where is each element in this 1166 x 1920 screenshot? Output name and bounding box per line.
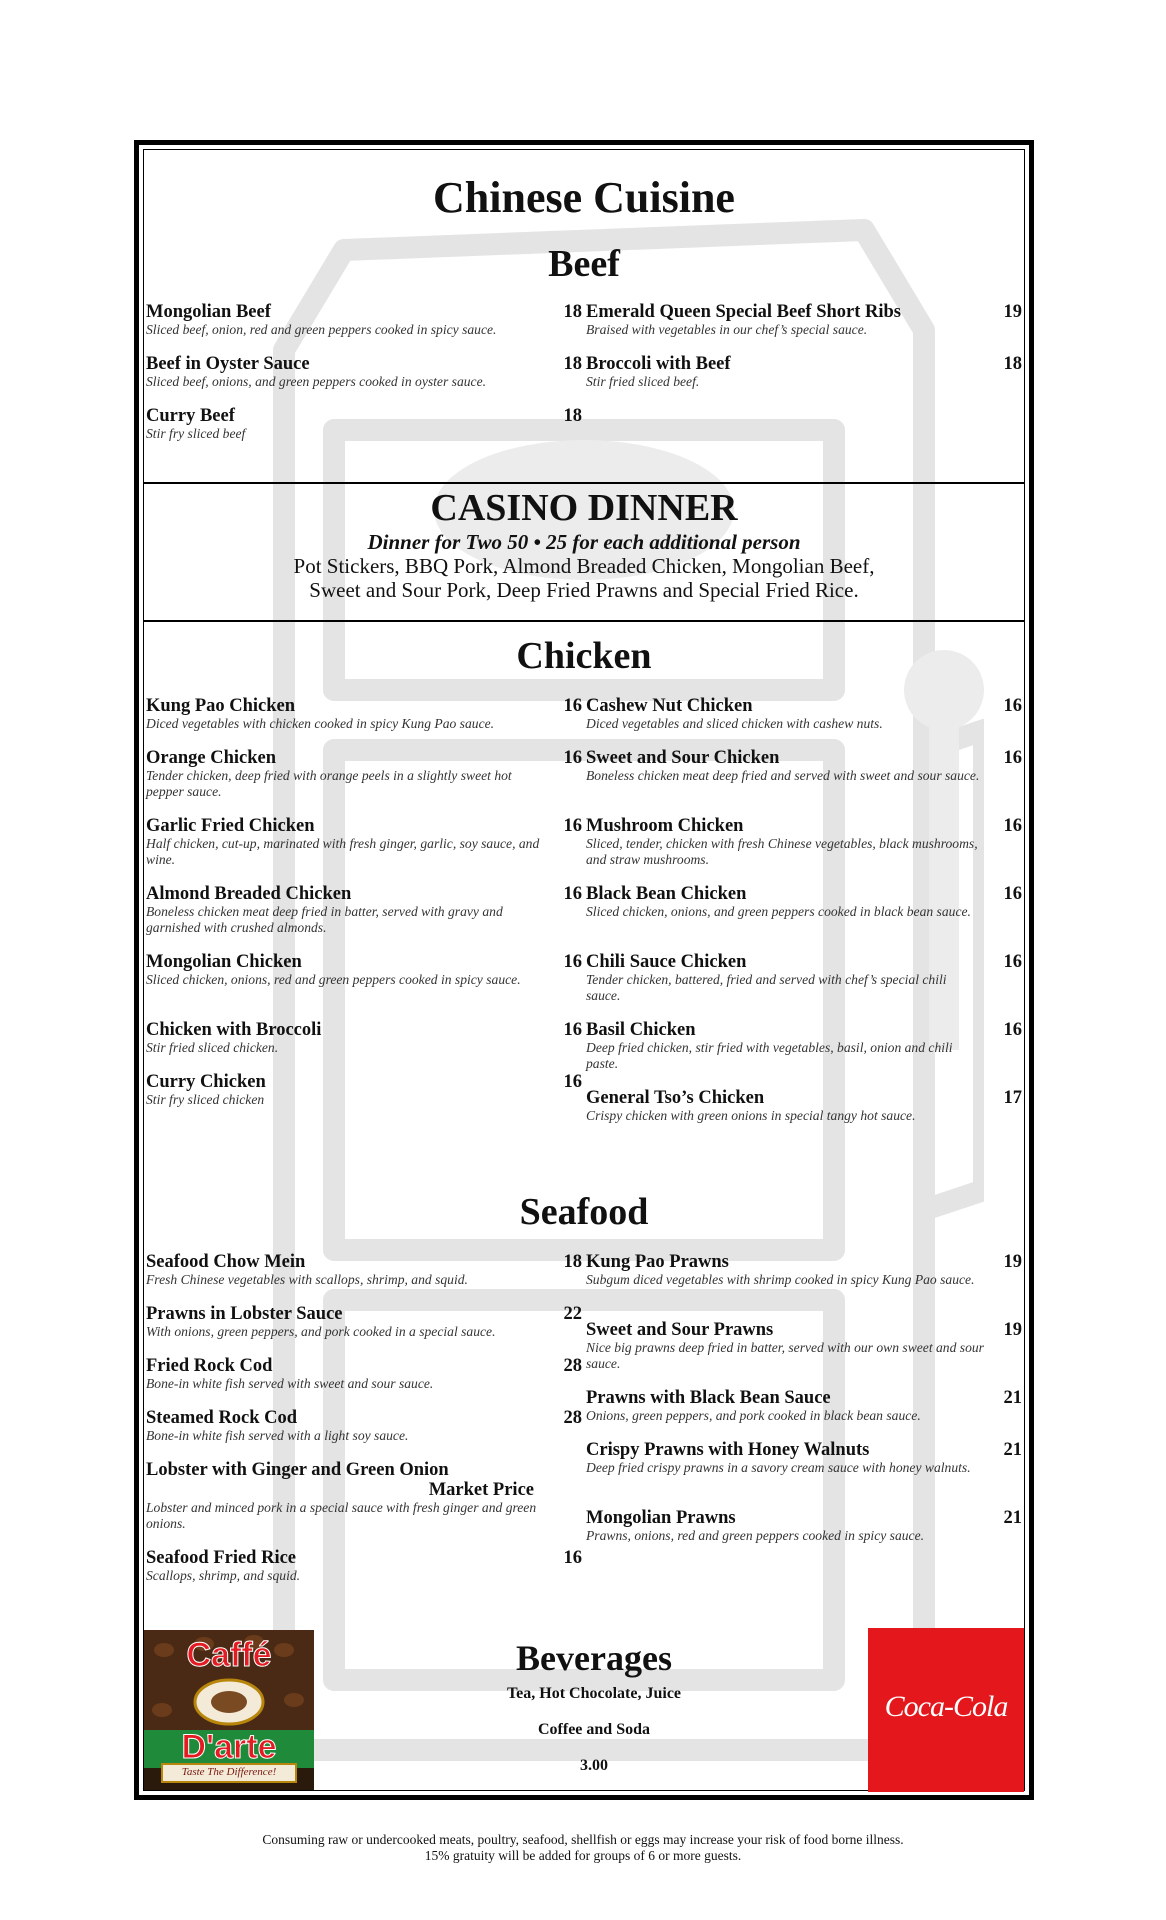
item-description: Deep fried chicken, stir fried with vegetables, basil, onion and chili paste. — [586, 1040, 953, 1071]
item-price: 18 — [1003, 354, 1022, 374]
item-description: Boneless chicken meat deep fried and served with sweet and sour sauce. — [586, 768, 980, 783]
menu-item — [146, 1020, 584, 1056]
item-price: 16 — [563, 816, 582, 836]
item-name: Fried Rock Cod — [146, 1356, 273, 1376]
item-price: 18 — [563, 1252, 582, 1272]
menu-item — [146, 1408, 584, 1444]
beverages-section — [444, 1638, 744, 1776]
item-description: Bone-in white fish served with sweet and sour sauce. — [146, 1376, 434, 1391]
item-name: Seafood Fried Rice — [146, 1548, 297, 1568]
item-name: Curry Chicken — [146, 1072, 266, 1092]
item-description: Onions, green peppers, and pork cooked in black bean sauce. — [586, 1408, 921, 1423]
menu-item — [146, 1304, 584, 1340]
item-name: Prawns with Black Bean Sauce — [586, 1388, 831, 1408]
menu-item — [586, 1440, 1024, 1476]
item-name: Chicken with Broccoli — [146, 1020, 322, 1040]
footer-line-1: Consuming raw or undercooked meats, poultry, seafood, shellfish or eggs may increase your risk of food borne illness. — [262, 1832, 904, 1847]
item-name: Basil Chicken — [586, 1020, 696, 1040]
item-price: 16 — [563, 1020, 582, 1040]
title-section — [144, 172, 1024, 223]
menu-item — [146, 952, 584, 988]
item-price: 19 — [1003, 302, 1022, 322]
item-name: General Tso’s Chicken — [586, 1088, 765, 1108]
item-name: Seafood Chow Mein — [146, 1252, 306, 1272]
item-description: Half chicken, cut-up, marinated with fresh ginger, garlic, soy sauce, and wine. — [146, 836, 540, 867]
menu-item — [586, 952, 1024, 1004]
item-description: Stir fry sliced chicken — [146, 1092, 265, 1107]
item-name: Kung Pao Prawns — [586, 1252, 729, 1272]
item-description: Sliced beef, onions, and green peppers cooked in oyster sauce. — [146, 374, 487, 389]
item-name: Kung Pao Chicken — [146, 696, 296, 716]
page-title: Chinese Cuisine — [433, 173, 735, 222]
menu-item — [146, 1356, 584, 1392]
item-price: 16 — [1003, 816, 1022, 836]
item-price: 16 — [563, 952, 582, 972]
menu-item — [146, 406, 584, 442]
item-description: Stir fried sliced chicken. — [146, 1040, 279, 1055]
divider — [144, 620, 1024, 622]
caffe-logo-top-text: Caffé — [186, 1636, 272, 1674]
casino-dinner-section — [144, 486, 1024, 602]
menu-item — [146, 1548, 584, 1584]
item-price: 19 — [1003, 1320, 1022, 1340]
menu-item — [146, 1072, 584, 1108]
item-price: 17 — [1003, 1088, 1022, 1108]
item-name: Cashew Nut Chicken — [586, 696, 753, 716]
item-description: Nice big prawns deep fried in batter, served with our own sweet and sour sauce. — [586, 1340, 984, 1371]
item-name: Sweet and Sour Prawns — [586, 1320, 774, 1340]
item-description: Lobster and minced pork in a special sauce with fresh ginger and green onions. — [146, 1500, 537, 1531]
beef-heading: Beef — [548, 243, 620, 285]
divider — [144, 482, 1024, 484]
item-description: Scallops, shrimp, and squid. — [146, 1568, 301, 1583]
chicken-heading-wrap — [144, 634, 1024, 678]
casino-line-2: Sweet and Sour Pork, Deep Fried Prawns and Special Fried Rice. — [309, 578, 859, 602]
item-description: Sliced chicken, onions, red and green peppers cooked in spicy sauce. — [146, 972, 521, 987]
menu-item — [586, 816, 1024, 868]
casino-line-1: Pot Stickers, BBQ Pork, Almond Breaded Chicken, Mongolian Beef, — [293, 554, 875, 578]
item-price: 16 — [1003, 1020, 1022, 1040]
item-name: Mongolian Prawns — [586, 1508, 736, 1528]
footer-line-2: 15% gratuity will be added for groups of 6 or more guests. — [424, 1848, 742, 1863]
item-name: Sweet and Sour Chicken — [586, 748, 780, 768]
item-price: 19 — [1003, 1252, 1022, 1272]
menu-item — [146, 748, 584, 800]
item-name: Mongolian Beef — [146, 302, 271, 322]
item-price: 16 — [1003, 952, 1022, 972]
item-description: Stir fry sliced beef — [146, 426, 246, 441]
item-description: Subgum diced vegetables with shrimp cooked in spicy Kung Pao sauce. — [586, 1272, 975, 1287]
item-name: Emerald Queen Special Beef Short Ribs — [586, 302, 902, 322]
menu-item — [586, 748, 1024, 784]
item-description: Boneless chicken meat deep fried in batter, served with gravy and garnished with crushed almonds. — [146, 904, 503, 935]
item-description: Diced vegetables with chicken cooked in spicy Kung Pao sauce. — [146, 716, 495, 731]
beverages-line-2: Coffee and Soda — [537, 1721, 650, 1738]
menu-item — [146, 302, 584, 338]
item-price: 16 — [1003, 696, 1022, 716]
caffe-logo-tagline: Taste The Difference! — [181, 1766, 277, 1778]
seafood-heading-wrap — [144, 1190, 1024, 1234]
item-price: 16 — [1003, 884, 1022, 904]
item-description: Sliced, tender, chicken with fresh Chinese vegetables, black mushrooms, and straw mushrooms. — [586, 836, 978, 867]
item-name: Curry Beef — [146, 406, 235, 426]
item-name: Beef in Oyster Sauce — [146, 354, 310, 374]
item-price: 16 — [563, 884, 582, 904]
menu-item — [586, 884, 1024, 920]
item-name: Lobster with Ginger and Green Onion — [146, 1460, 449, 1480]
item-name: Almond Breaded Chicken — [146, 884, 352, 904]
beverages-line-1: Tea, Hot Chocolate, Juice — [506, 1685, 682, 1702]
item-price: 21 — [1003, 1388, 1022, 1408]
item-description: Braised with vegetables in our chef’s special sauce. — [586, 322, 868, 337]
casino-heading: CASINO DINNER — [430, 487, 738, 529]
item-description: Tender chicken, battered, fried and served with chef’s special chili sauce. — [586, 972, 947, 1003]
item-name: Mushroom Chicken — [586, 816, 744, 836]
footer-notice — [0, 1832, 1166, 1864]
chicken-heading: Chicken — [516, 635, 652, 677]
beverages-heading: Beverages — [516, 1638, 672, 1678]
menu-item — [586, 1088, 1024, 1124]
item-price: 18 — [563, 354, 582, 374]
item-price: 18 — [563, 302, 582, 322]
menu-item — [146, 696, 584, 732]
menu-item — [586, 302, 1024, 338]
item-description: Crispy chicken with green onions in special tangy hot sauce. — [586, 1108, 916, 1123]
item-price: 18 — [563, 406, 582, 426]
menu-item — [146, 816, 584, 868]
caffe-logo-bottom-text: D'arte — [181, 1728, 277, 1766]
coca-cola-logo — [868, 1628, 1024, 1792]
item-description: Deep fried crispy prawns in a savory cream sauce with honey walnuts. — [586, 1460, 971, 1475]
menu-item — [146, 884, 584, 936]
item-name: Crispy Prawns with Honey Walnuts — [586, 1440, 870, 1460]
item-name: Mongolian Chicken — [146, 952, 302, 972]
item-name: Broccoli with Beef — [586, 354, 731, 374]
menu-item — [586, 354, 1024, 390]
item-price: 22 — [563, 1304, 582, 1324]
item-price: 16 — [563, 696, 582, 716]
item-price: 21 — [1003, 1508, 1022, 1528]
item-market-price: Market Price — [428, 1480, 534, 1500]
menu-item — [586, 1020, 1024, 1072]
item-name: Orange Chicken — [146, 748, 277, 768]
item-price: 16 — [1003, 748, 1022, 768]
menu-item — [586, 1508, 1024, 1544]
menu-inner-border — [143, 149, 1025, 1791]
menu-item — [586, 1252, 1024, 1288]
item-description: Bone-in white fish served with a light soy sauce. — [146, 1428, 409, 1443]
item-price: 16 — [563, 1548, 582, 1568]
item-price: 21 — [1003, 1440, 1022, 1460]
menu-item — [586, 696, 1024, 732]
menu-item — [146, 354, 584, 390]
item-description: Prawns, onions, red and green peppers cooked in spicy sauce. — [586, 1528, 925, 1543]
item-price: 28 — [563, 1356, 582, 1376]
menu-item — [586, 1320, 1024, 1372]
casino-subtitle: Dinner for Two 50 • 25 for each additional person — [367, 530, 801, 554]
item-description: Stir fried sliced beef. — [586, 374, 700, 389]
item-name: Black Bean Chicken — [586, 884, 747, 904]
menu-item — [146, 1460, 584, 1532]
item-description: Sliced chicken, onions, and green peppers cooked in black bean sauce. — [586, 904, 971, 919]
coca-cola-logo-text: Coca-Cola — [884, 1690, 1008, 1723]
item-description: Fresh Chinese vegetables with scallops, shrimp, and squid. — [146, 1272, 468, 1287]
caffe-darte-logo — [144, 1630, 314, 1790]
item-description: Diced vegetables and sliced chicken with cashew nuts. — [586, 716, 883, 731]
item-description: Tender chicken, deep fried with orange peels in a slightly sweet hot pepper sauce. — [146, 768, 512, 799]
beef-heading-wrap — [144, 242, 1024, 286]
item-price: 16 — [563, 1072, 582, 1092]
item-name: Prawns in Lobster Sauce — [146, 1304, 343, 1324]
seafood-heading: Seafood — [519, 1191, 649, 1233]
item-name: Steamed Rock Cod — [146, 1408, 298, 1428]
item-name: Chili Sauce Chicken — [586, 952, 747, 972]
menu-item — [586, 1388, 1024, 1424]
item-description: With onions, green peppers, and pork cooked in a special sauce. — [146, 1324, 496, 1339]
menu-item — [146, 1252, 584, 1288]
item-price: 28 — [563, 1408, 582, 1428]
menu-frame — [134, 140, 1034, 1800]
beverages-price: 3.00 — [580, 1757, 608, 1774]
item-price: 16 — [563, 748, 582, 768]
item-name: Garlic Fried Chicken — [146, 816, 315, 836]
item-description: Sliced beef, onion, red and green peppers cooked in spicy sauce. — [146, 322, 497, 337]
